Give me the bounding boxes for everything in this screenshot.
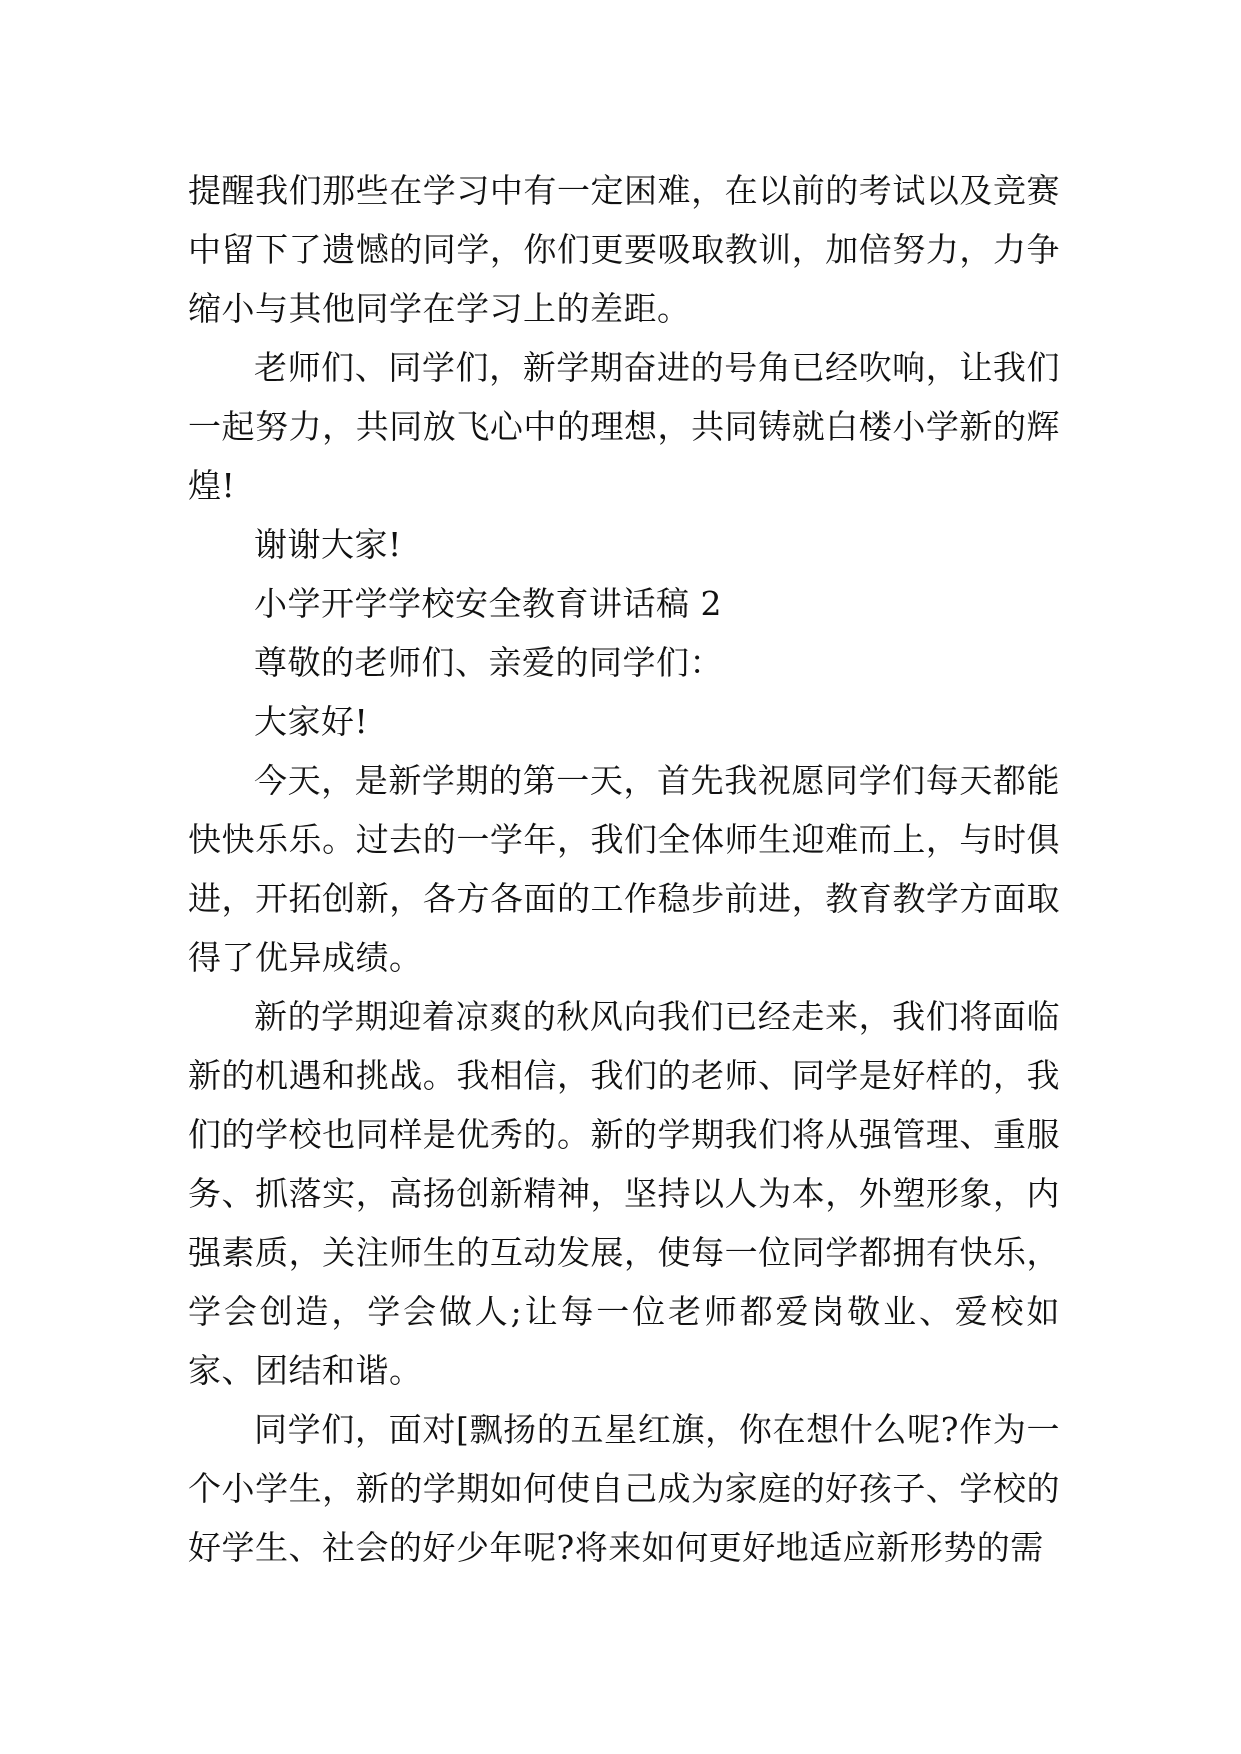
paragraph-flag: 同学们，面对[飘扬的五星红旗，你在想什么呢?作为一个小学生，新的学期如何使自己成为家庭的好孩子、学校的好学生、社会的好少年呢?将来如何更好地适应新形势的需 [188, 1410, 1060, 1567]
paragraph-continuation: 提醒我们那些在学习中有一定困难，在以前的考试以及竞赛中留下了遗憾的同学，你们更要吸取教训，加倍努力，力争缩小与其他同学在学习上的差距。 [188, 171, 1060, 328]
paragraph-new-term: 今天，是新学期的第一天，首先我祝愿同学们每天都能快快乐乐。过去的一学年，我们全体师生迎难而上，与时俱进，开拓创新，各方各面的工作稳步前进，教育教学方面取得了优异成绩。 [188, 761, 1060, 977]
salutation: 尊敬的老师们、亲爱的同学们： [254, 643, 723, 682]
document-page [188, 161, 1060, 1577]
greeting: 大家好! [254, 702, 369, 741]
paragraph-thanks: 谢谢大家! [254, 525, 402, 564]
paragraph-school-goals: 新的学期迎着凉爽的秋风向我们已经走来，我们将面临新的机遇和挑战。我相信，我们的老师、同学是好样的，我们的学校也同样是优秀的。新的学期我们将从强管理、重服务、抓落实，高扬创新精神，坚持以人为本，外塑形象，内强素质，关注师生的互动发展，使每一位同学都拥有快乐，学会创造，学会做人;让每一位老师都爱岗敬业、爱校如家、团结和谐。 [188, 997, 1060, 1390]
paragraph-closing-call: 老师们、同学们，新学期奋进的号角已经吹响，让我们一起努力，共同放飞心中的理想，共同铸就白楼小学新的辉煌! [188, 348, 1060, 505]
speech-title: 小学开学学校安全教育讲话稿 2 [254, 584, 722, 623]
